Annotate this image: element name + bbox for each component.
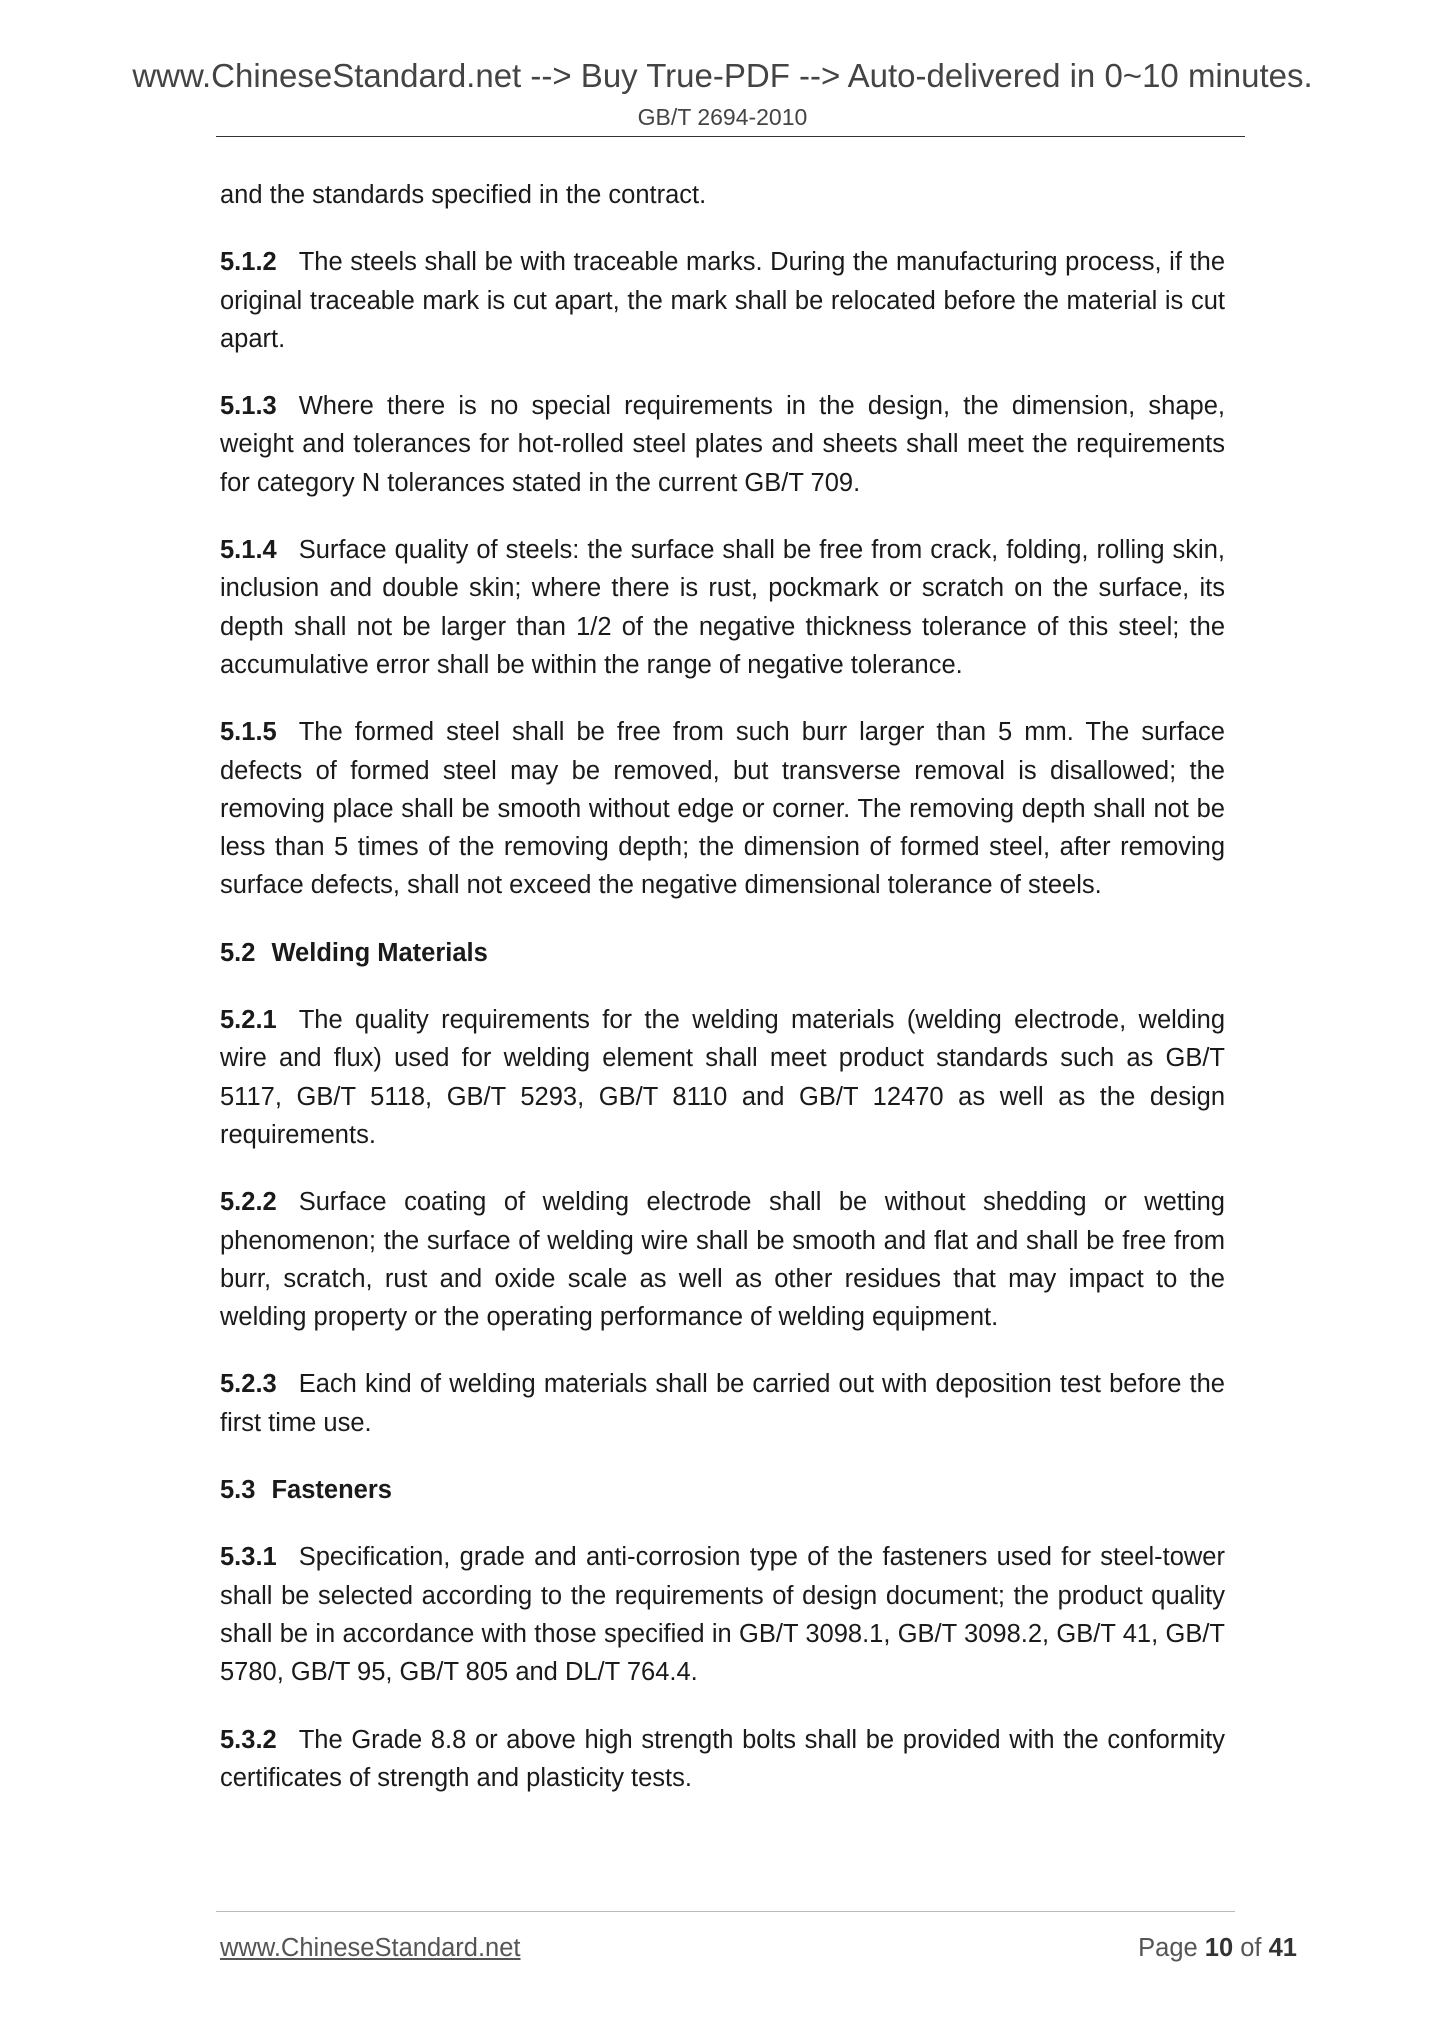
clause-text: Where there is no special requirements in the design, the dimension, shape, weight and tolerances for hot-rolled steel plates and sheets shall meet the requirements for category N tolerances stated in the current GB/T 709. bbox=[220, 392, 1225, 497]
page-indicator bbox=[1138, 1931, 1297, 1965]
page-current: 10 bbox=[1204, 1934, 1234, 1962]
clause-number: 5.3.1 bbox=[220, 1543, 277, 1572]
paragraph-text: and the standards specified in the contract. bbox=[220, 181, 707, 209]
clause-5-2-1 bbox=[220, 1001, 1225, 1154]
clause-number: 5.1.5 bbox=[220, 718, 277, 747]
clause-5-1-3 bbox=[220, 387, 1225, 502]
clause-text: The formed steel shall be free from such burr larger than 5 mm. The surface defects of formed steel may be removed, but transverse removal is disallowed; the removing place shall be smooth without edge or corner. The removing depth shall not be less than 5 times of the removing depth; the dimension of formed steel, after removing surface defects, shall not exceed the negative dimensional tolerance of steels. bbox=[220, 718, 1225, 900]
clause-text: The Grade 8.8 or above high strength bolts shall be provided with the conformity certificates of strength and plasticity tests. bbox=[220, 1725, 1225, 1792]
clause-number: 5.1.4 bbox=[220, 536, 277, 565]
page-total: 41 bbox=[1268, 1934, 1297, 1962]
clause-text: The steels shall be with traceable marks. During the manufacturing process, if the original traceable mark is cut apart, the mark shall be relocated before the material is cut apart. bbox=[220, 248, 1225, 353]
standard-id: GB/T 2694-2010 bbox=[637, 104, 808, 130]
clause-5-1-5 bbox=[220, 713, 1225, 904]
clause-5-2-2 bbox=[220, 1183, 1225, 1336]
section-heading-5-2 bbox=[220, 934, 1225, 972]
clause-number: 5.1.2 bbox=[220, 248, 277, 277]
clause-number: 5.3.2 bbox=[220, 1725, 277, 1754]
page-of: of bbox=[1240, 1934, 1262, 1962]
clause-number: 5.2.3 bbox=[220, 1370, 277, 1399]
clause-text: Specification, grade and anti-corrosion type of the fasteners used for steel-tower shall be selected according to the requirements of design document; the product quality shall be in accordance with those specified in GB/T 3098.1, GB/T 3098.2, GB/T 41, GB/T 5780, GB/T 95, GB/T 805 and DL/T 764.4. bbox=[220, 1543, 1225, 1687]
clause-text: Surface coating of welding electrode shall be without shedding or wetting phenomenon; the surface of welding wire shall be smooth and flat and shall be free from burr, scratch, rust and oxide scale as well as other residues that may impact to the welding property or the operating performance of welding equipment. bbox=[220, 1188, 1225, 1332]
section-number: 5.2 bbox=[220, 938, 256, 967]
clause-5-2-3 bbox=[220, 1365, 1225, 1442]
clause-5-1-2 bbox=[220, 243, 1225, 358]
clause-text: The quality requirements for the welding materials (welding electrode, welding wire and flux) used for welding element shall meet product standards such as GB/T 5117, GB/T 5118, GB/T 5293, GB/T 8110 and GB/T 12470 as well as the design requirements. bbox=[220, 1006, 1225, 1149]
header-divider bbox=[216, 136, 1245, 137]
clause-text: Surface quality of steels: the surface shall be free from crack, folding, rolling skin, inclusion and double skin; where there is rust, pockmark or scratch on the surface, its depth shall not be larger than 1/2 of the negative thickness tolerance of this steel; the accumulative error shall be within the range of negative tolerance. bbox=[220, 536, 1225, 679]
clause-number: 5.1.3 bbox=[220, 392, 277, 421]
page-prefix: Page bbox=[1138, 1934, 1198, 1962]
section-heading-5-3 bbox=[220, 1471, 1225, 1509]
clause-5-1-4 bbox=[220, 531, 1225, 684]
clause-text: Each kind of welding materials shall be carried out with deposition test before the first time use. bbox=[220, 1370, 1225, 1437]
clause-5-3-1 bbox=[220, 1538, 1225, 1691]
section-number: 5.3 bbox=[220, 1476, 256, 1505]
clause-number: 5.2.1 bbox=[220, 1006, 277, 1035]
document-body bbox=[220, 176, 1225, 1826]
section-title: Welding Materials bbox=[271, 938, 488, 967]
footer-divider bbox=[216, 1911, 1235, 1912]
header-banner: www.ChineseStandard.net --> Buy True-PDF --> Auto-delivered in 0~10 minutes. bbox=[132, 57, 1313, 94]
clause-number: 5.2.2 bbox=[220, 1188, 277, 1217]
section-title: Fasteners bbox=[271, 1476, 392, 1505]
footer-site-link[interactable]: www.ChineseStandard.net bbox=[220, 1934, 521, 1962]
continuation-paragraph bbox=[220, 176, 1225, 214]
clause-5-3-2 bbox=[220, 1721, 1225, 1798]
